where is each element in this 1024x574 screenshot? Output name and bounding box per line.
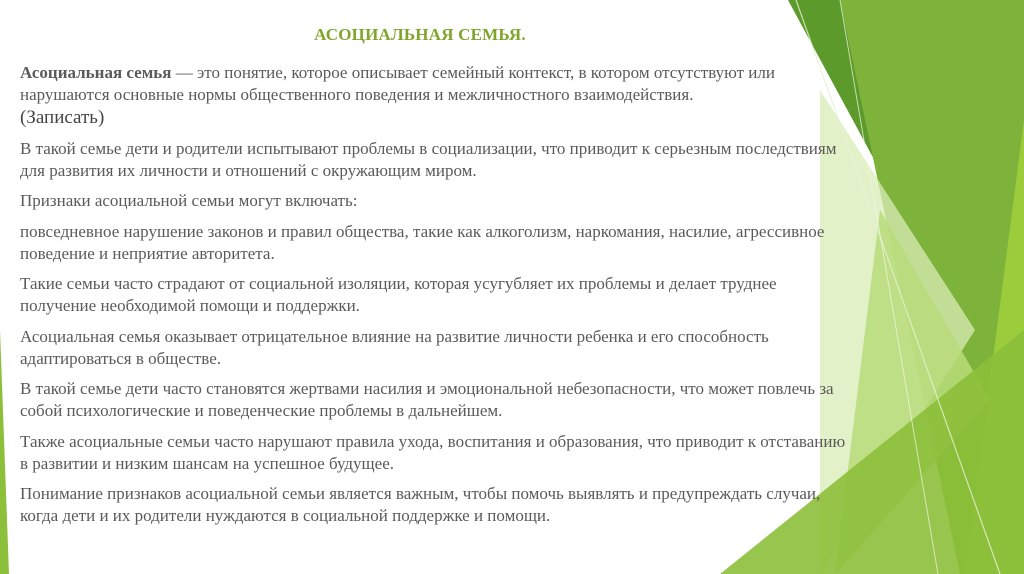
paragraph: Признаки асоциальной семьи могут включать: xyxy=(20,191,358,210)
paragraph: повседневное нарушение законов и правил общества, такие как алкоголизм, наркомания, насилие, агрессивное поведение и неприятие авторитета. xyxy=(20,221,825,263)
definition-term: Асоциальная семья xyxy=(20,63,172,82)
write-down-note: (Записать) xyxy=(20,107,105,128)
paragraph: В такой семье дети и родители испытывают проблемы в социализации, что приводит к серьезным последствиям для развития их личности и отношений с окружающим миром. xyxy=(20,138,837,180)
definition-text: — это понятие, которое описывает семейный контекст, в котором отсутствуют или нарушаются основные нормы общественного поведения и межличностного взаимодействия. xyxy=(20,63,775,104)
slide-body xyxy=(20,62,846,536)
paragraph: Такие семьи часто страдают от социальной изоляции, которая усугубляет их проблемы и делает труднее получение необходимой помощи и поддержки. xyxy=(20,274,777,315)
paragraph: Понимание признаков асоциальной семьи является важным, чтобы помочь выявлять и предупреждать случаи, когда дети и их родители нуждаются в социальной поддержке и помощи. xyxy=(20,484,821,525)
paragraph: Также асоциальные семьи часто нарушают правила ухода, воспитания и образования, что приводит к отставанию в развитии и низким шансам на успешное будущее. xyxy=(20,431,846,473)
left-edge-triangle xyxy=(0,330,9,574)
definition-paragraph xyxy=(20,62,846,129)
slide-title: АСОЦИАЛЬНАЯ СЕМЬЯ. xyxy=(314,25,526,44)
paragraph: В такой семье дети часто становятся жертвами насилия и эмоциональной небезопасности, что может повлечь за собой психологические и поведенческие проблемы в дальнейшем. xyxy=(20,379,834,420)
paragraph: Асоциальная семья оказывает отрицательное влияние на развитие личности ребенка и его способность адаптироваться в обществе. xyxy=(20,326,769,368)
